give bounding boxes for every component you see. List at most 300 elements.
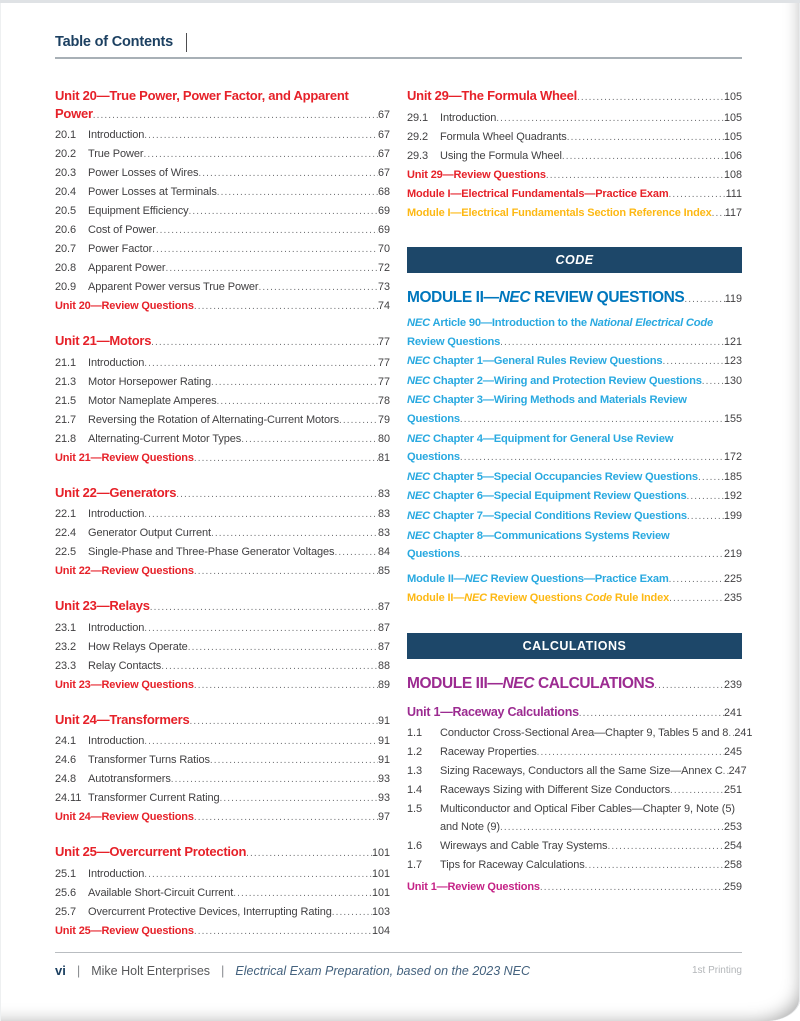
- entry-label: NEC Article 90—Introduction to the National Electrical Code: [407, 317, 714, 329]
- entry-number: 21.5: [55, 394, 77, 407]
- toc-heading: [407, 204, 742, 224]
- dot-leader: [607, 838, 724, 856]
- entry-label: NEC Chapter 2—Wiring and Protection Review Questions: [407, 374, 702, 387]
- toc-heading: [55, 562, 390, 581]
- entry-number: 20.2: [55, 148, 77, 160]
- page-number: 77: [377, 356, 390, 369]
- dot-leader: [161, 658, 378, 676]
- toc-item: [55, 884, 390, 903]
- toc-heading: [55, 808, 390, 827]
- page-number: 108: [723, 168, 742, 181]
- page-number: 103: [371, 905, 390, 918]
- dot-leader: [585, 857, 724, 875]
- entry-label: Reversing the Rotation of Alternating-Current Motors: [88, 413, 339, 426]
- entry-label: Sizing Raceways, Conductors all the Same Size—Annex C: [440, 764, 723, 777]
- page-number: 241: [734, 726, 753, 739]
- page-number: 67: [377, 148, 390, 160]
- dot-leader: [194, 809, 378, 827]
- dot-leader: [540, 878, 724, 897]
- entry-label: Power Losses at Terminals: [88, 186, 217, 198]
- dot-leader: [670, 782, 724, 800]
- entry-number: 25.7: [55, 905, 77, 918]
- entry-label: Conductor Cross-Sectional Area—Chapter 9, Tables 5 and 8: [440, 726, 729, 739]
- toc-item: [55, 145, 390, 164]
- toc-item: [55, 202, 390, 221]
- dot-leader: [211, 374, 378, 392]
- entry-number: 20.4: [55, 186, 77, 198]
- toc-item: [407, 109, 742, 128]
- section-gap: [55, 468, 390, 484]
- page-number: 67: [377, 108, 390, 121]
- entry-label: Available Short-Circuit Current: [88, 886, 234, 899]
- toc-item: [55, 373, 390, 392]
- dot-leader: [577, 89, 724, 107]
- code-banner: CODE: [407, 247, 742, 273]
- entry-number: 1.4: [407, 783, 422, 796]
- entry-label: Introduction: [88, 129, 145, 141]
- entry-number: 22.5: [55, 546, 77, 558]
- page-number: 79: [377, 413, 390, 426]
- dot-leader: [144, 127, 378, 145]
- page-header: [55, 32, 742, 59]
- page-number: 78: [377, 394, 390, 407]
- entry-label: NEC Chapter 3—Wiring Methods and Materials Review: [407, 394, 687, 407]
- entry-label: Unit 20—Review Questions: [55, 300, 194, 312]
- toc-item: [407, 743, 742, 762]
- toc-heading: [407, 878, 742, 897]
- entry-label: Multiconductor and Optical Fiber Cables—Chapter 9, Note (5): [440, 802, 735, 815]
- entry-label: Generator Output Current: [88, 527, 211, 539]
- entry-label: Unit 22—Review Questions: [55, 565, 194, 577]
- toc-item: [55, 903, 390, 922]
- entry-number: 24.6: [55, 754, 77, 766]
- toc-item: [407, 856, 742, 875]
- toc-heading: [55, 922, 390, 941]
- page-number: 247: [728, 764, 747, 777]
- dot-leader: [210, 752, 378, 770]
- dot-leader: [668, 186, 725, 204]
- page-number: 91: [377, 754, 390, 766]
- dot-leader: [143, 146, 378, 164]
- entry-number: 1.7: [407, 858, 422, 871]
- entry-label: NEC Chapter 8—Communications Systems Review: [407, 529, 670, 542]
- toc-heading: [407, 589, 742, 609]
- entry-label: Unit 25—Review Questions: [55, 924, 194, 937]
- page-number: 192: [723, 490, 742, 503]
- dot-leader: [684, 289, 724, 310]
- dot-leader: [144, 620, 378, 638]
- entry-number: 20.7: [55, 243, 77, 255]
- entry-label: Formula Wheel Quadrants: [440, 130, 567, 143]
- dot-leader: [687, 488, 724, 507]
- page-number: 68: [377, 186, 390, 198]
- dot-leader: [233, 885, 372, 903]
- page-number: 123: [723, 355, 742, 368]
- page-number: 97: [377, 811, 390, 823]
- entry-label: Introduction: [88, 356, 145, 369]
- toc-item: [407, 128, 742, 147]
- toc-heading: [55, 843, 390, 863]
- entry-number: 1.5: [407, 802, 422, 815]
- page-number: 91: [377, 735, 390, 747]
- dot-leader: [144, 866, 372, 884]
- entry-number: 21.3: [55, 375, 77, 388]
- entry-label: How Relays Operate: [88, 640, 188, 653]
- page-number: 219: [723, 548, 742, 561]
- entry-label-continued: Questions: [407, 412, 460, 425]
- entry-number: 1.3: [407, 764, 422, 777]
- toc-heading: [407, 487, 742, 507]
- entry-label: Autotransformers: [88, 773, 171, 785]
- page-number: 101: [371, 847, 390, 859]
- footer-printing-label: 1st Printing: [691, 965, 742, 976]
- entry-label-continued: Power: [55, 105, 93, 121]
- calculations-banner: CALCULATIONS: [407, 633, 742, 659]
- entry-label: Introduction: [88, 867, 145, 880]
- page-number: 239: [723, 678, 742, 691]
- toc-heading: [55, 484, 390, 504]
- entry-label: Motor Nameplate Amperes: [88, 394, 217, 407]
- entry-label: NEC Chapter 7—Special Conditions Review Questions: [407, 509, 687, 522]
- page-number: 241: [723, 706, 742, 719]
- toc-heading: [407, 314, 742, 352]
- page-number: 77: [377, 336, 390, 348]
- toc-item: [55, 221, 390, 240]
- toc-item: [55, 751, 390, 770]
- toc-heading: [407, 673, 742, 696]
- footer-page-number: vi: [55, 963, 66, 978]
- page-number: 111: [725, 187, 742, 200]
- page-number: 69: [377, 224, 390, 236]
- entry-label: Unit 29—The Formula Wheel: [407, 88, 577, 103]
- entry-label: Unit 25—Overcurrent Protection: [55, 844, 247, 859]
- dot-leader: [144, 506, 378, 524]
- page-number: 130: [723, 374, 742, 387]
- toc-heading: [55, 332, 390, 352]
- entry-label: Unit 1—Raceway Calculations: [407, 704, 579, 719]
- dot-leader: [188, 639, 378, 657]
- entry-number: 25.6: [55, 886, 77, 899]
- toc-heading: [407, 468, 742, 488]
- entry-label: Transformer Current Rating: [88, 792, 220, 804]
- entry-number: 23.1: [55, 621, 77, 634]
- entry-number: 21.8: [55, 432, 77, 445]
- toc-heading: [55, 676, 390, 695]
- toc-item: [55, 619, 390, 638]
- page-number: 83: [377, 527, 390, 539]
- dot-leader: [669, 571, 724, 590]
- entry-number: 20.6: [55, 224, 77, 236]
- entry-label-continued: Questions: [407, 548, 460, 561]
- entry-label: NEC Chapter 4—Equipment for General Use Review: [407, 432, 674, 445]
- toc-heading: [407, 166, 742, 185]
- dot-leader: [669, 590, 724, 609]
- toc-item: [55, 505, 390, 524]
- toc-item: [407, 724, 753, 743]
- page-number: 91: [377, 714, 390, 727]
- dot-leader: [698, 469, 724, 488]
- toc-heading: [407, 430, 742, 468]
- dot-leader: [662, 353, 724, 372]
- dot-leader: [460, 449, 724, 468]
- entry-label: Module II—NEC Review Questions Code Rule Index: [407, 592, 670, 605]
- entry-number: 23.3: [55, 659, 77, 672]
- toc-item: [55, 732, 390, 751]
- page-number: 84: [377, 546, 390, 558]
- entry-number: 20.9: [55, 281, 77, 293]
- toc-heading: [407, 372, 742, 392]
- page-number: 245: [723, 745, 742, 758]
- entry-number: 29.1: [407, 111, 429, 124]
- dot-leader: [567, 129, 724, 147]
- dot-leader: [537, 744, 724, 762]
- entry-label: Alternating-Current Motor Types: [88, 432, 242, 445]
- page-number: 105: [723, 130, 742, 143]
- entry-label: Raceways Sizing with Different Size Conductors: [440, 783, 670, 796]
- toc-item: [55, 638, 390, 657]
- page-number: 235: [723, 592, 742, 605]
- page-number: 121: [723, 335, 742, 348]
- dot-leader: [151, 334, 378, 352]
- entry-label: Equipment Efficiency: [88, 205, 189, 217]
- entry-label: Power Factor: [88, 243, 153, 255]
- entry-label: Raceway Properties: [440, 745, 537, 758]
- dot-leader: [194, 450, 378, 468]
- page-number: 251: [723, 783, 742, 796]
- footer-book-title: Electrical Exam Preparation, based on the 2023 NEC: [235, 963, 531, 978]
- toc-heading: [55, 449, 390, 468]
- entry-label: Unit 20—True Power, Power Factor, and Apparent: [55, 88, 349, 103]
- dot-leader: [171, 771, 378, 789]
- entry-number: 1.1: [407, 726, 422, 739]
- entry-label: Unit 24—Transformers: [55, 711, 190, 727]
- header-rule: [55, 57, 742, 59]
- dot-leader: [334, 544, 378, 562]
- dot-leader: [241, 431, 378, 449]
- entry-label: NEC Chapter 5—Special Occupancies Review Questions: [407, 470, 698, 483]
- page-number: 73: [377, 281, 390, 293]
- page-number: 106: [723, 149, 742, 162]
- dot-leader: [712, 205, 725, 224]
- entry-label: MODULE II—NEC REVIEW QUESTIONS: [407, 289, 685, 306]
- dot-leader: [189, 713, 378, 731]
- entry-label: Transformer Turns Ratios: [88, 754, 210, 766]
- entry-label: Unit 21—Motors: [55, 333, 152, 348]
- dot-leader: [546, 167, 724, 185]
- entry-number: 20.5: [55, 205, 77, 217]
- entry-number: 21.1: [55, 356, 77, 369]
- toc-item: [55, 259, 390, 278]
- toc-item: [55, 543, 390, 562]
- toc-item: [55, 164, 390, 183]
- page-number: 259: [723, 880, 742, 893]
- page-number: 69: [377, 205, 390, 217]
- toc-item: [55, 183, 390, 202]
- entry-label: MODULE III—NEC CALCULATIONS: [407, 674, 655, 692]
- dot-leader: [246, 845, 372, 863]
- dot-leader: [219, 790, 378, 808]
- entry-label: Introduction: [88, 621, 145, 634]
- toc-columns: [55, 87, 753, 941]
- dot-leader: [150, 599, 378, 617]
- page-number: 172: [723, 451, 742, 464]
- page-number: 254: [723, 839, 742, 852]
- toc-item: [55, 411, 390, 430]
- entry-label: Module I—Electrical Fundamentals Section Reference Index: [407, 206, 712, 219]
- page-number: 80: [377, 432, 390, 445]
- entry-label: Unit 21—Review Questions: [55, 451, 194, 464]
- dot-leader: [194, 677, 378, 695]
- dot-leader: [194, 923, 372, 941]
- section-gap: [55, 581, 390, 597]
- entry-label: Overcurrent Protective Devices, Interrupting Rating: [88, 905, 332, 918]
- page-number: 93: [377, 792, 390, 804]
- toc-item: [55, 789, 390, 808]
- page-number: 81: [377, 451, 390, 464]
- entry-number: 22.4: [55, 527, 77, 539]
- entry-label: Cost of Power: [88, 224, 156, 236]
- dot-leader: [176, 486, 378, 504]
- toc-item: [407, 762, 747, 781]
- entry-label-continued: Questions: [407, 451, 460, 464]
- page-number: 105: [723, 91, 742, 103]
- page-number: 258: [723, 858, 742, 871]
- entry-label: Tips for Raceway Calculations: [440, 858, 585, 871]
- dot-leader: [156, 222, 378, 240]
- toc-heading: [407, 352, 742, 372]
- page-number: 67: [377, 167, 390, 179]
- entry-label: Using the Formula Wheel: [440, 149, 562, 162]
- toc-item: [55, 126, 390, 145]
- dot-leader: [687, 508, 724, 527]
- entry-number: 29.2: [407, 130, 429, 143]
- dot-leader: [198, 165, 378, 183]
- toc-item: [55, 240, 390, 259]
- toc-item: [55, 770, 390, 789]
- dot-leader: [579, 704, 724, 723]
- entry-label: Introduction: [88, 735, 145, 747]
- page-number: 89: [377, 678, 390, 691]
- entry-label: Apparent Power versus True Power: [88, 281, 259, 293]
- page-number: 72: [377, 262, 390, 274]
- toc-item: [55, 354, 390, 373]
- entry-label: Unit 24—Review Questions: [55, 811, 194, 823]
- page-number: 117: [724, 206, 742, 219]
- page-number: 101: [371, 867, 390, 880]
- page-number: 70: [377, 243, 390, 255]
- entry-label: Unit 22—Generators: [55, 484, 177, 500]
- toc-heading: [55, 297, 390, 316]
- page-number: 101: [371, 886, 390, 899]
- toc-heading: [407, 703, 742, 723]
- dot-leader: [152, 241, 378, 259]
- entry-label: Module I—Electrical Fundamentals—Practice Exam: [407, 187, 669, 200]
- dot-leader: [500, 819, 724, 837]
- page-number: 83: [377, 508, 390, 520]
- page-number: 83: [377, 487, 390, 500]
- dot-leader: [144, 355, 378, 373]
- toc-heading: [55, 597, 390, 617]
- page-number: 87: [377, 640, 390, 653]
- entry-number: 1.2: [407, 745, 422, 758]
- page-number: 88: [377, 659, 390, 672]
- page-number: 155: [723, 412, 742, 425]
- page-number: 119: [724, 293, 742, 305]
- page-number: 67: [377, 129, 390, 141]
- dot-leader: [93, 107, 378, 125]
- entry-label: Unit 1—Review Questions: [407, 880, 540, 893]
- page-number: 253: [723, 820, 742, 833]
- toc-heading: [407, 570, 742, 590]
- entry-label-continued: and Note (9): [440, 820, 500, 833]
- page-number: 74: [377, 300, 390, 312]
- dot-leader: [194, 298, 378, 316]
- section-gap: [55, 316, 390, 332]
- footer-publisher: Mike Holt Enterprises: [91, 963, 211, 978]
- footer-separator: |: [76, 963, 81, 978]
- section-gap: [55, 827, 390, 843]
- dot-leader: [144, 733, 378, 751]
- page-footer: [55, 952, 742, 978]
- toc-item: [55, 865, 390, 884]
- entry-label: Apparent Power: [88, 262, 166, 274]
- page-title: Table of Contents: [55, 34, 173, 50]
- page-number: 199: [723, 509, 742, 522]
- dot-leader: [460, 411, 724, 430]
- dot-leader: [496, 110, 724, 128]
- dot-leader: [211, 525, 378, 543]
- page-number: 77: [377, 375, 390, 388]
- page-number: 87: [377, 601, 390, 613]
- dot-leader: [332, 904, 372, 922]
- dot-leader: [339, 412, 378, 430]
- toc-item: [407, 800, 742, 837]
- entry-number: 23.2: [55, 640, 77, 653]
- footer-separator: |: [221, 963, 225, 978]
- toc-column-right: [407, 87, 753, 941]
- toc-item: [55, 392, 390, 411]
- toc-heading: [407, 391, 742, 429]
- entry-label: Unit 23—Relays: [55, 598, 150, 613]
- entry-number: 25.1: [55, 867, 77, 880]
- title-divider: [186, 33, 188, 52]
- entry-label-continued: Review Questions: [407, 335, 501, 348]
- dot-leader: [194, 563, 378, 581]
- toc-heading: [407, 507, 742, 527]
- toc-heading: [407, 287, 742, 310]
- entry-label: NEC Chapter 1—General Rules Review Questions: [407, 355, 663, 368]
- toc-item: [407, 147, 742, 166]
- entry-number: 24.11: [55, 792, 82, 804]
- entry-label: Relay Contacts: [88, 659, 162, 672]
- dot-leader: [217, 184, 378, 202]
- page-number: 105: [723, 111, 742, 124]
- entry-label: NEC Chapter 6—Special Equipment Review Questions: [407, 490, 687, 503]
- dot-leader: [189, 203, 378, 221]
- entry-label: Motor Horsepower Rating: [88, 375, 212, 388]
- toc-heading: [407, 87, 742, 107]
- toc-heading: [407, 527, 742, 565]
- entry-label: Single-Phase and Three-Phase Generator Voltages: [88, 546, 335, 558]
- page-number: 104: [371, 924, 390, 937]
- entry-label: True Power: [88, 148, 144, 160]
- dot-leader: [654, 675, 724, 696]
- entry-label: Module II—NEC Review Questions—Practice Exam: [407, 572, 669, 585]
- entry-label: Unit 23—Review Questions: [55, 678, 194, 691]
- dot-leader: [500, 334, 724, 353]
- entry-number: 1.6: [407, 839, 422, 852]
- toc-column-left: [55, 87, 390, 941]
